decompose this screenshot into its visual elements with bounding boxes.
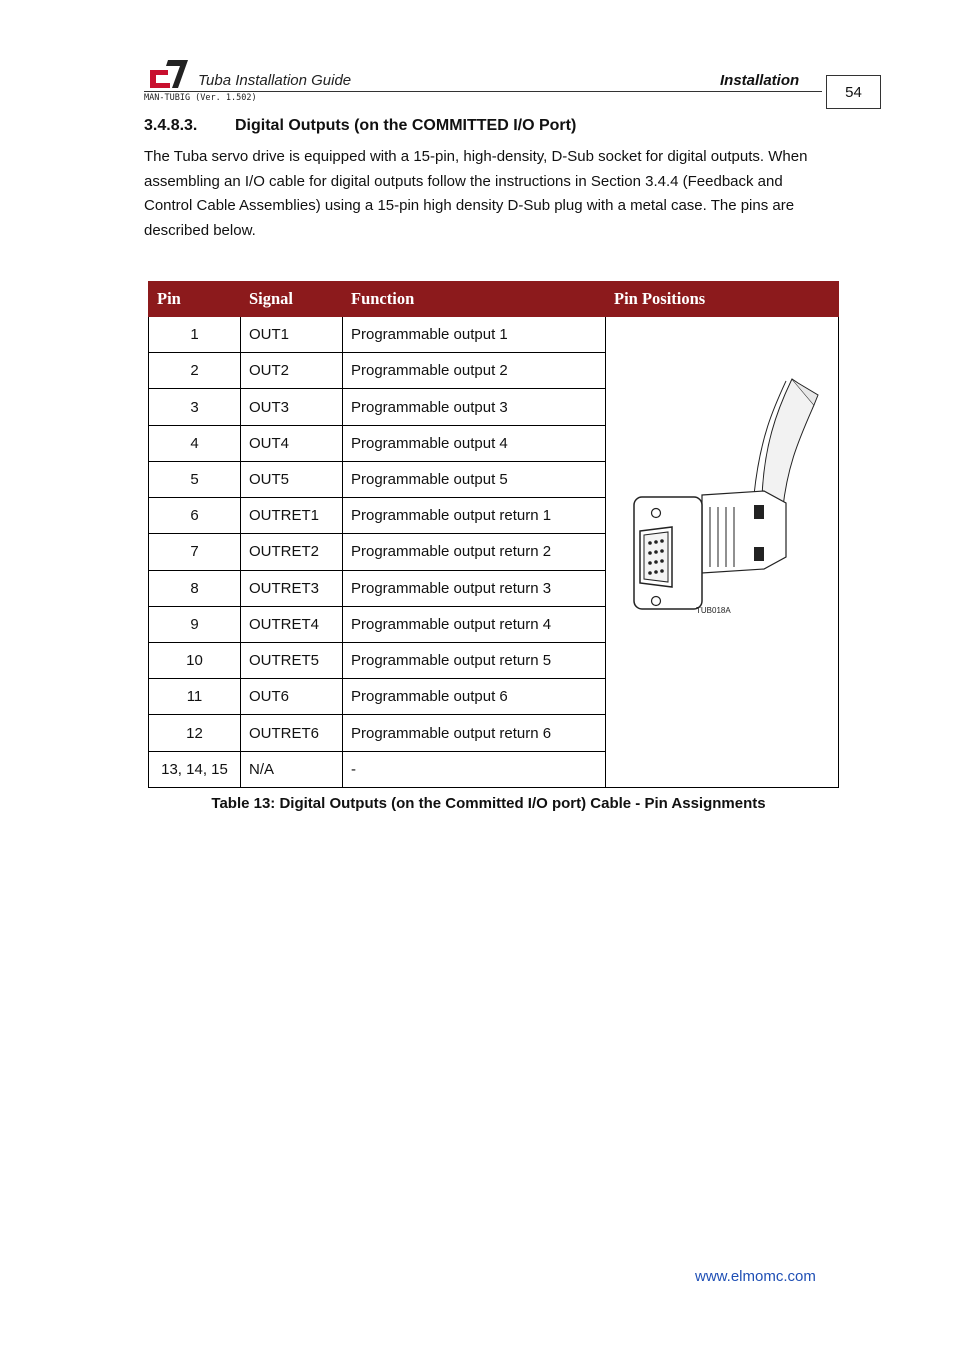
function-cell: Programmable output 1 (343, 317, 606, 353)
pin-cell: 3 (149, 389, 241, 425)
signal-cell: N/A (241, 751, 343, 787)
pin-positions-cell (606, 317, 839, 788)
signal-cell: OUTRET1 (241, 498, 343, 534)
signal-cell: OUTRET4 (241, 606, 343, 642)
function-cell: Programmable output return 1 (343, 498, 606, 534)
pin-cell: 4 (149, 425, 241, 461)
signal-cell: OUT3 (241, 389, 343, 425)
header-rule (144, 91, 822, 92)
pin-cell: 6 (149, 498, 241, 534)
signal-cell: OUTRET6 (241, 715, 343, 751)
function-cell: - (343, 751, 606, 787)
section-heading: Digital Outputs (on the COMMITTED I/O Port) (235, 117, 577, 134)
function-cell: Programmable output 4 (343, 425, 606, 461)
footer-website-link[interactable]: www.elmomc.com (695, 1268, 816, 1285)
header-pin-positions: Pin Positions (606, 282, 839, 317)
dsub-connector-illustration (614, 317, 838, 783)
signal-cell: OUTRET2 (241, 534, 343, 570)
document-reference: MAN-TUBIG (Ver. 1.502) (144, 93, 257, 103)
function-cell: Programmable output 3 (343, 389, 606, 425)
function-cell: Programmable output return 5 (343, 642, 606, 678)
pin-cell: 10 (149, 642, 241, 678)
signal-cell: OUT4 (241, 425, 343, 461)
page-number: 54 (826, 75, 881, 109)
figure-label: TUB018A (696, 606, 731, 615)
intro-paragraph: The Tuba servo drive is equipped with a 15-pin, high-density, D-Sub socket for digital outputs. When assembling an I/O cable for digital outputs follow the instructions in Section 3.4.4 (Feedback and Control Cable Assemblies) using a 15-pin high density D-Sub plug with a metal case. The pins are described below. (144, 148, 808, 240)
pin-cell: 5 (149, 461, 241, 497)
elmo-logo (148, 58, 190, 90)
signal-cell: OUT1 (241, 317, 343, 353)
table-row (149, 317, 839, 353)
pin-cell: 2 (149, 353, 241, 389)
function-cell: Programmable output return 4 (343, 606, 606, 642)
pin-cell: 7 (149, 534, 241, 570)
section-number: 3.4.8.3. (144, 117, 198, 134)
signal-cell: OUT2 (241, 353, 343, 389)
pin-cell: 11 (149, 679, 241, 715)
function-cell: Programmable output 5 (343, 461, 606, 497)
header-function: Function (343, 282, 606, 317)
table-header-row (149, 282, 839, 317)
function-cell: Programmable output return 2 (343, 534, 606, 570)
pin-assignment-table (148, 281, 839, 788)
header-pin: Pin (149, 282, 241, 317)
signal-cell: OUTRET5 (241, 642, 343, 678)
document-title: Tuba Installation Guide (198, 72, 352, 89)
signal-cell: OUTRET3 (241, 570, 343, 606)
function-cell: Programmable output return 3 (343, 570, 606, 606)
pin-cell: 13, 14, 15 (149, 751, 241, 787)
pin-cell: 9 (149, 606, 241, 642)
pin-cell: 8 (149, 570, 241, 606)
chapter-title: Installation (720, 72, 800, 89)
header-signal: Signal (241, 282, 343, 317)
function-cell: Programmable output 6 (343, 679, 606, 715)
function-cell: Programmable output return 6 (343, 715, 606, 751)
signal-cell: OUT5 (241, 461, 343, 497)
function-cell: Programmable output 2 (343, 353, 606, 389)
pin-cell: 12 (149, 715, 241, 751)
table-caption: Table 13: Digital Outputs (on the Committed I/O port) Cable - Pin Assignments (211, 795, 766, 812)
pin-cell: 1 (149, 317, 241, 353)
signal-cell: OUT6 (241, 679, 343, 715)
